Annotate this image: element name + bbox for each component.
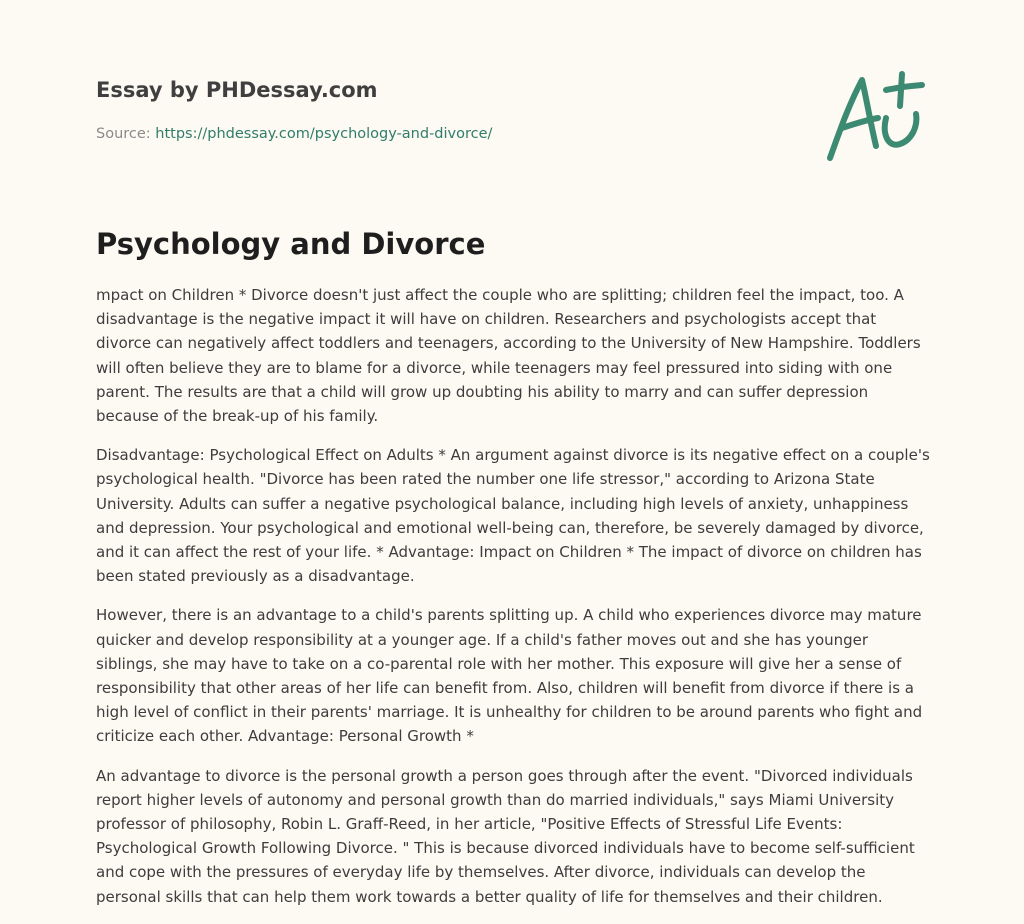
page-header [96,76,796,144]
essay-paragraph: mpact on Children * Divorce doesn't just affect the couple who are splitting; children feel the impact, too. A disadvantage is the negative impact it will have on children. Researchers and psychologists accept that divorce can negatively affect toddlers and teenagers, according to the University of New Hampshire. Toddlers will often believe they are to blame for a divorce, while teenagers may feel pressured into siding with one parent. The results are that a child will grow up doubting his ability to marry and can suffer depression because of the break-up of his family. [96,286,921,426]
essay-paragraph: An advantage to divorce is the personal growth a person goes through after the event. "Divorced individuals report higher levels of autonomy and personal growth than do married individuals," says Miami University professor of philosophy, Robin L. Graff-Reed, in her article, "Positive Effects of Stressful Life Events: Psychological Growth Following Divorce. " This is because divorced individuals have to become self-sufficient and cope with the pressures of everyday life by themselves. After divorce, individuals can develop the personal skills that can help them work towards a better quality of life for themselves and their children. [96,766,915,906]
essay-title: Psychology and Divorce [96,227,486,261]
source-link[interactable]: https://phdessay.com/psychology-and-divorce/ [155,126,493,142]
site-brand: Essay by PHDessay.com [96,78,378,102]
source-label: Source: [96,126,156,142]
essay-paragraph: Disadvantage: Psychological Effect on Adults * An argument against divorce is its negative effect on a couple's psychological health. "Divorce has been rated the number one life stressor," according to Arizona State University. Adults can suffer a negative psychological balance, including high levels of anxiety, unhappiness and depression. Your psychological and emotional well-being can, therefore, be severely damaged by divorce, and it can affect the rest of your life. * Advantage: Impact on Children * The impact of divorce on children has been stated previously as a disadvantage. [96,446,930,586]
a-plus-logo-icon [820,66,930,166]
essay-body [96,283,932,924]
source-line [96,124,796,144]
essay-paragraph: However, there is an advantage to a child's parents splitting up. A child who experiences divorce may mature quicker and develop responsibility at a younger age. If a child's father moves out and she has younger siblings, she may have to take on a co-parental role with her mother. This exposure will give her a sense of responsibility that other areas of her life can benefit from. Also, children will benefit from divorce if there is a high level of conflict in their parents' marriage. It is unhealthy for children to be around parents who fight and criticize each other. Advantage: Personal Growth * [96,606,923,746]
